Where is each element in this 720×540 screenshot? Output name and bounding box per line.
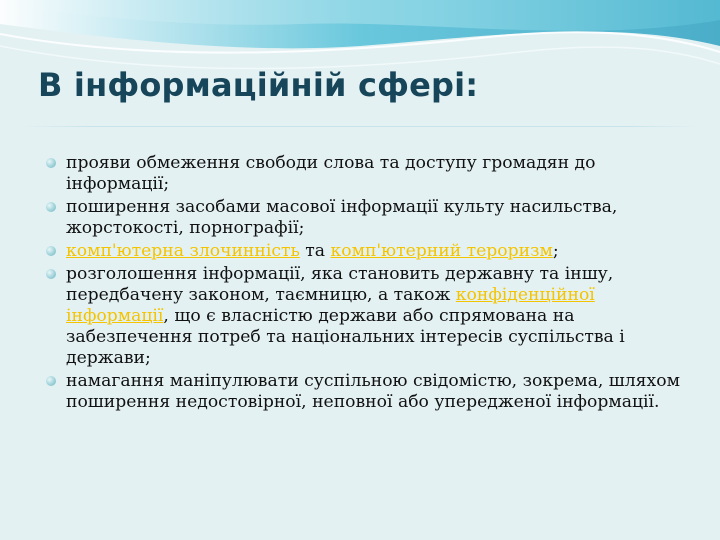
bullet-text: прояви обмеження свободи слова та доступу громадян до інформації; <box>66 153 596 195</box>
conjunction-text: та <box>299 240 331 261</box>
bullet-dot-icon <box>46 202 56 212</box>
slide-title: В інформаційній сфері: <box>38 66 479 104</box>
bullet-dot-icon <box>46 376 56 386</box>
bullet-dot-icon <box>46 269 56 279</box>
bullet-text: поширення засобами масової інформації культу насильства, жорстокості, порнографії; <box>66 196 618 239</box>
bullet-item <box>46 241 686 262</box>
bullet-dot-icon <box>46 246 56 256</box>
computer-crime-link[interactable]: комп'ютерна злочинність <box>66 240 300 261</box>
decorative-waves <box>0 0 720 130</box>
bullet-text-post: , що є власністю держави або спрямована на забезпечення потреб та національних інтересів суспільства і держави; <box>66 305 625 369</box>
title-divider <box>22 126 698 127</box>
bullet-end-punct: ; <box>552 240 559 261</box>
bullet-item <box>46 371 686 413</box>
bullet-dot-icon <box>46 158 56 168</box>
bullet-text: намагання маніпулювати суспільною свідомістю, зокрема, шляхом поширення недостовірної, неповної або упередженої інформації. <box>66 371 680 413</box>
computer-terrorism-link[interactable]: комп'ютерний тероризм <box>330 240 553 261</box>
bullet-item <box>46 153 686 195</box>
bullet-item <box>46 197 686 239</box>
bullet-item <box>46 264 686 370</box>
confidential-info-link[interactable]: конфіденційної інформації <box>66 284 595 326</box>
bullet-text-pre: розголошення інформації, яка становить державну та іншу, передбачену законом, таємницю, а також <box>66 263 614 305</box>
bullet-list <box>46 153 686 415</box>
